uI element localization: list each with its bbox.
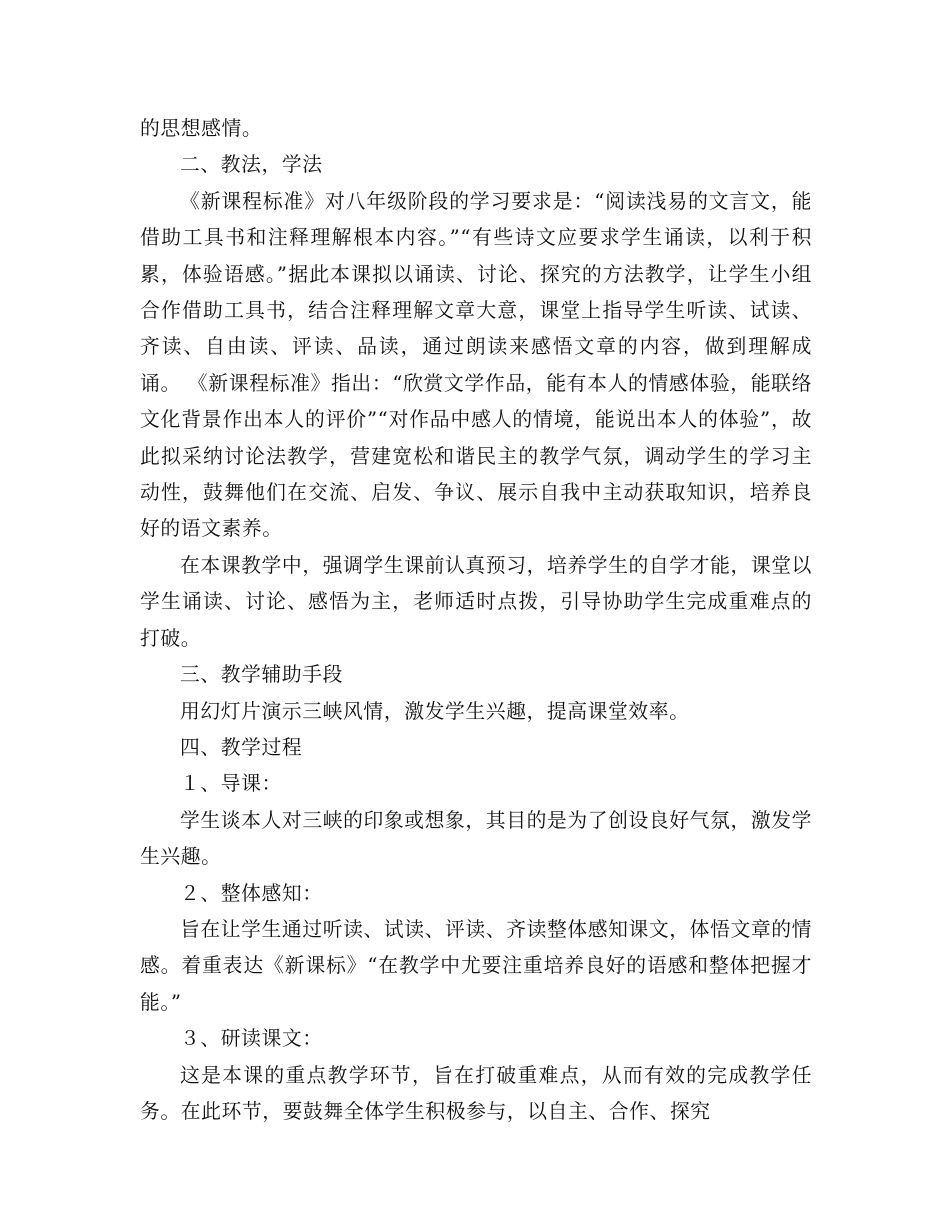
paragraph-study-text: 这是本课的重点教学环节，旨在打破重难点，从而有效的完成教学任务。在此环节，要鼓舞全体学生积极参与，以自主、合作、探究 — [140, 1063, 812, 1123]
step-heading-introduction: １、导课： — [180, 772, 282, 796]
section-heading-teaching-methods: 二、教法，学法 — [180, 153, 323, 177]
paragraph-overall-perception: 旨在让学生通过听读、试读、评读、齐读整体感知课文，体悟文章的情感。着重表达《新课标》“在教学中尤要注重培养良好的语感和整体把握才能。” — [140, 917, 812, 1014]
step-heading-study-text: ３、研读课文： — [180, 1027, 323, 1051]
paragraph-slides: 用幻灯片演示三峡风情，激发学生兴趣，提高课堂效率。 — [180, 699, 690, 723]
section-heading-teaching-aids: 三、教学辅助手段 — [180, 663, 344, 687]
paragraph-curriculum-standard: 《新课程标准》对八年级阶段的学习要求是：“阅读浅易的文言文，能借助工具书和注释理解根本内容。”“有些诗文应要求学生诵读，以利于积累，体验语感。”据此本课拟以诵读、讨论、探究的方法教学，让学生小组合作借助工具书，结合注释理解文章大意，课堂上指导学生听读、试读、齐读、自由读、评读、品读，通过朗读来感悟文章的内容，做到理解成诵。 《新课程标准》指出：“欣赏文学作品，能有本人的情感体验，能联络文化背景作出本人的评价”“对作品中感人的情境，能说出本人的体验”，故此拟采纳讨论法教学，营建宽松和谐民主的教学气氛，调动学生的学习主动性，鼓舞他们在交流、启发、争议、展示自我中主动获取知识，培养良好的语文素养。 — [140, 189, 812, 541]
section-heading-teaching-process: 四、教学过程 — [180, 735, 303, 759]
paragraph-continuation: 的思想感情。 — [140, 117, 263, 140]
step-heading-overall-perception: ２、整体感知： — [180, 881, 323, 905]
paragraph-lesson-teaching: 在本课教学中，强调学生课前认真预习，培养学生的自学才能，课堂以学生诵读、讨论、感悟为主，老师适时点拨，引导协助学生完成重难点的打破。 — [140, 553, 812, 650]
document-body — [140, 111, 812, 1130]
paragraph-introduction: 学生谈本人对三峡的印象或想象，其目的是为了创设良好气氛，激发学生兴趣。 — [140, 808, 812, 869]
